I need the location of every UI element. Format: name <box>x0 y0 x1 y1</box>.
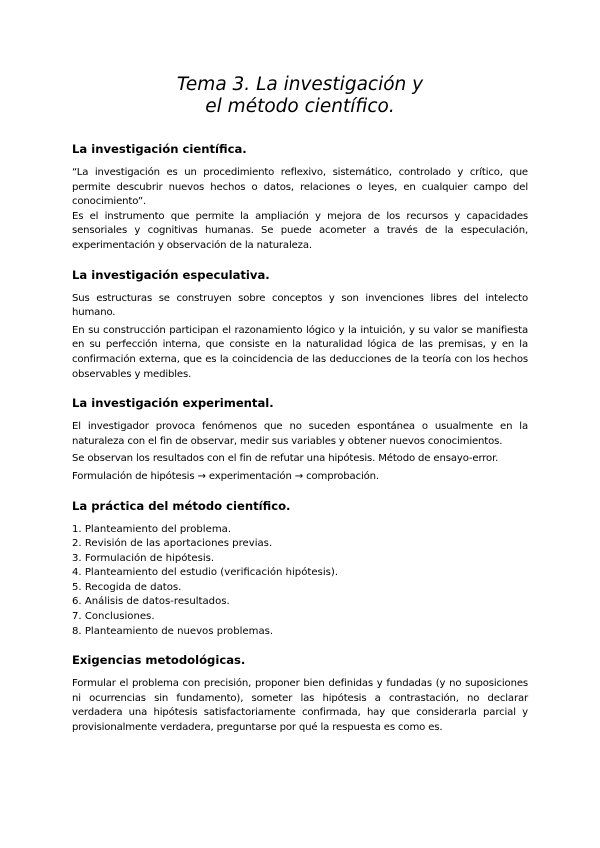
steps-list <box>72 523 528 640</box>
list-item: 5. Recogida de datos. <box>72 581 182 593</box>
paragraph: En su construcción participan el razonamiento lógico y la intuición, y su valor se manifiesta en su perfección interna, que consiste en la naturalidad lógica de las premisas, y en la confirmación externa, que es la coincidencia de las deducciones de la teoría con los hechos observables y medibles. <box>72 324 528 380</box>
paragraph: Formulación de hipótesis → experimentación → comprobación. <box>72 470 379 482</box>
list-item: 6. Análisis de datos-resultados. <box>72 596 230 608</box>
list-item: 1. Planteamiento del problema. <box>72 523 232 535</box>
section-exigencias-metodologicas <box>72 653 528 735</box>
list-item: 7. Conclusiones. <box>72 611 155 623</box>
list-item: 8. Planteamiento de nuevos problemas. <box>72 625 274 637</box>
section-heading: La investigación científica. <box>72 142 247 156</box>
document-page <box>72 74 528 750</box>
title-line-1: Tema 3. La investigación y <box>176 74 424 95</box>
section-investigacion-experimental <box>72 396 528 484</box>
paragraph: “La investigación es un procedimiento reflexivo, sistemático, controlado y crítico, que permite descubrir nuevos hechos o datos, relaciones o leyes, en cualquier campo del conocimiento”. <box>72 167 528 208</box>
section-heading: Exigencias metodológicas. <box>72 653 246 668</box>
section-practica-metodo <box>72 499 528 640</box>
list-item: 2. Revisión de las aportaciones previas. <box>72 538 273 550</box>
list-item: 3. Formulación de hipótesis. <box>72 552 215 564</box>
document-title <box>72 74 528 118</box>
title-line-2: el método científico. <box>205 96 395 117</box>
section-heading: La práctica del método científico. <box>72 498 291 513</box>
paragraph: Formular el problema con precisión, proponer bien definidas y fundadas (y no suposiciones ni ocurrencias sin fundamento), someter las hipótesis a contrastación, no declarar verdadera una hipótesis satisfactoriamente confirmada, hay que considerarla parcial y provisionalmente verdadera, preguntarse por qué la respuesta es como es. <box>72 678 528 734</box>
section-investigacion-cientifica <box>72 142 528 254</box>
paragraph: Se observan los resultados con el fin de refutar una hipótesis. Método de ensayo-error. <box>72 453 499 465</box>
section-investigacion-especulativa <box>72 268 528 383</box>
paragraph: Sus estructuras se construyen sobre conceptos y son invenciones libres del intelecto humano. <box>72 292 528 319</box>
paragraph: El investigador provoca fenómenos que no suceden espontánea o usualmente en la naturaleza con el fin de observar, medir sus variables y obtener nuevos conocimientos. <box>72 421 528 447</box>
paragraph: Es el instrumento que permite la ampliación y mejora de los recursos y capacidades sensoriales y cognitivas humanas. Se puede acometer a través de la especulación, experimentación y observación de la naturaleza. <box>72 210 528 251</box>
section-heading: La investigación experimental. <box>72 396 274 411</box>
section-heading: La investigación especulativa. <box>72 267 270 282</box>
list-item: 4. Planteamiento del estudio (verificación hipótesis). <box>72 567 339 579</box>
